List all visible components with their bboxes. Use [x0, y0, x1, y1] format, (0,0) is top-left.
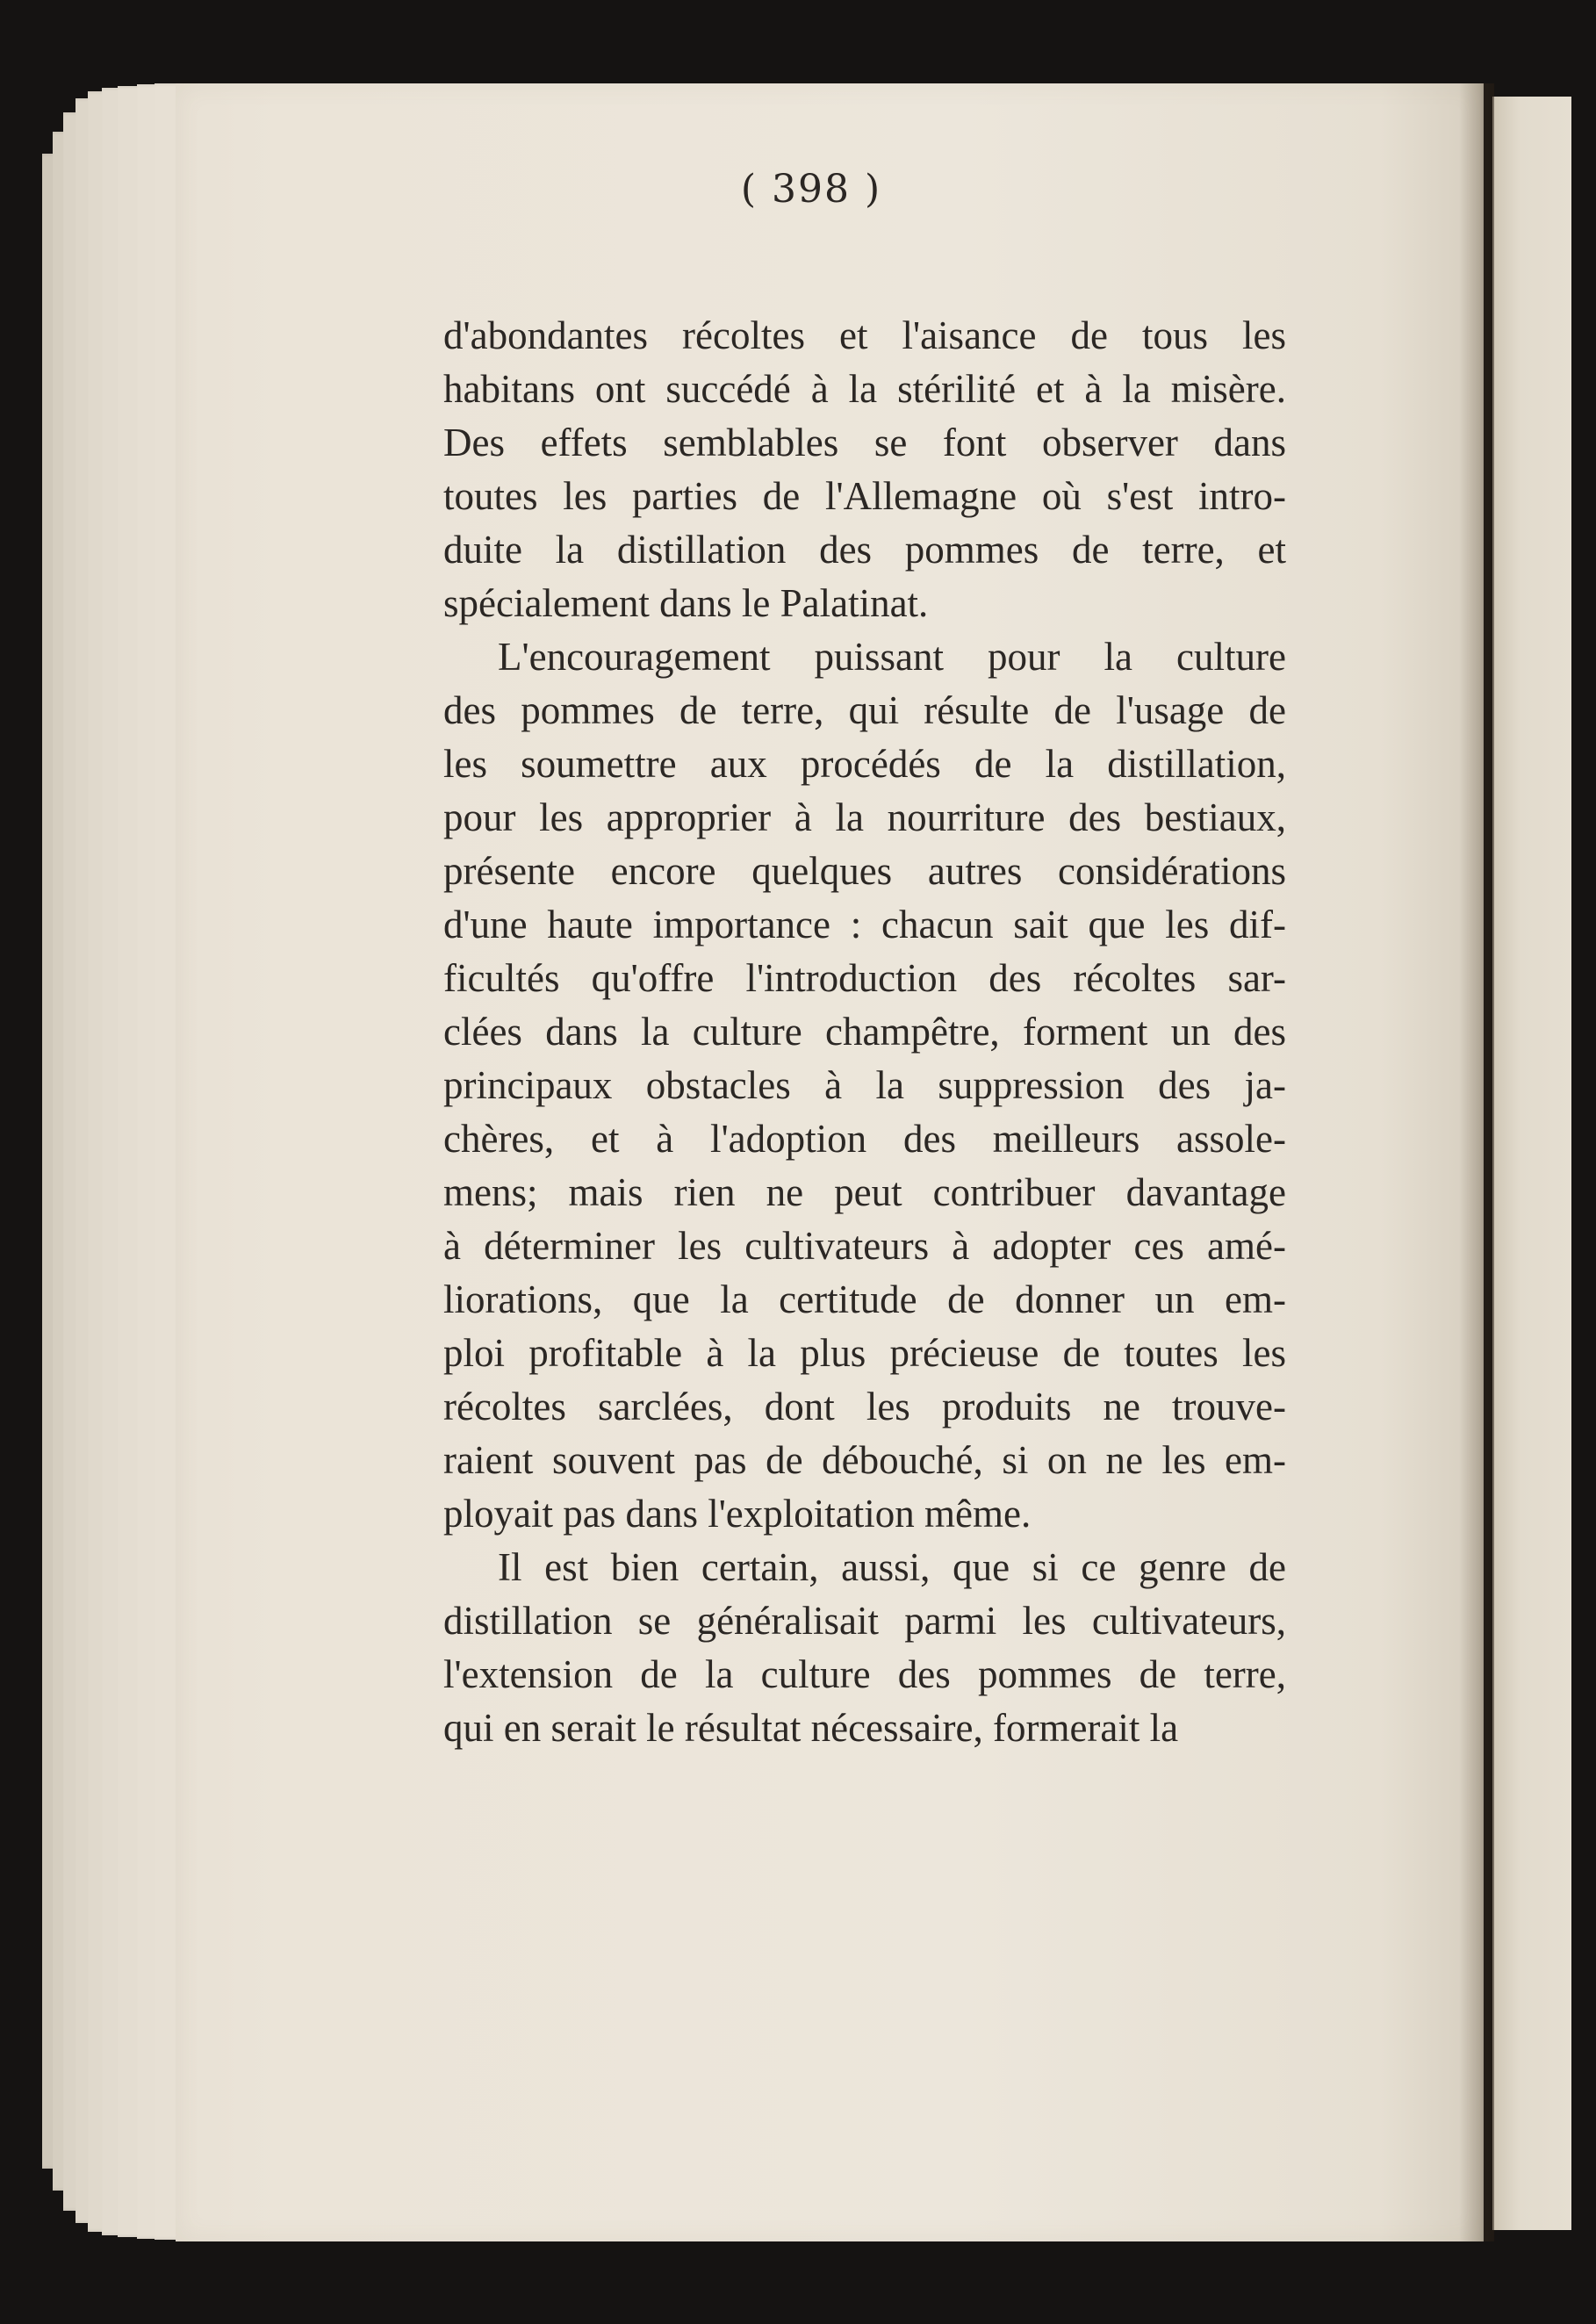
text-line: principaux obstacles à la suppression des ja- [443, 1063, 1286, 1107]
page-header [0, 167, 1596, 212]
text-line: mens; mais rien ne peut contribuer davantage [443, 1170, 1286, 1214]
text-line: pour les approprier à la nourriture des bestiaux, [443, 795, 1286, 839]
paragraph [443, 630, 1286, 1541]
page-number: ( 398 ) [740, 167, 882, 212]
text-line: à déterminer les cultivateurs à adopter ces amé- [443, 1224, 1286, 1268]
body-text [443, 309, 1286, 1755]
text-line: l'extension de la culture des pommes de terre, [443, 1652, 1286, 1696]
text-line: les soumettre aux procédés de la distillation, [443, 742, 1286, 786]
text-line: distillation se généralisait parmi les cultivateurs, [443, 1599, 1286, 1643]
text-line: ficultés qu'offre l'introduction des récoltes sar- [443, 956, 1286, 1000]
text-line: chères, et à l'adoption des meilleurs assole- [443, 1117, 1286, 1161]
text-line: Des effets semblables se font observer dans [443, 421, 1286, 464]
paragraph [443, 309, 1286, 630]
text-line: toutes les parties de l'Allemagne où s'est intro- [443, 474, 1286, 518]
text-line: d'abondantes récoltes et l'aisance de tous les [443, 313, 1286, 357]
text-line: des pommes de terre, qui résulte de l'usage de [443, 688, 1286, 732]
book-gutter [1459, 83, 1494, 2241]
text-line: habitans ont succédé à la stérilité et à la misère. [443, 367, 1286, 411]
text-line: présente encore quelques autres considérations [443, 849, 1286, 893]
text-line: ployait pas dans l'exploitation même. [443, 1492, 1032, 1536]
text-line: liorations, que la certitude de donner un em- [443, 1277, 1286, 1321]
text-line: spécialement dans le Palatinat. [443, 581, 929, 625]
text-line: clées dans la culture champêtre, forment un des [443, 1010, 1286, 1054]
text-line: récoltes sarclées, dont les produits ne trouve- [443, 1385, 1286, 1428]
text-line: raient souvent pas de débouché, si on ne les em- [443, 1438, 1286, 1482]
text-line: L'encouragement puissant pour la culture [498, 635, 1286, 679]
text-line: ploi profitable à la plus précieuse de toutes les [443, 1331, 1286, 1375]
text-line: duite la distillation des pommes de terre, et [443, 528, 1286, 572]
text-line: qui en serait le résultat nécessaire, formerait la [443, 1706, 1179, 1750]
text-line: d'une haute importance : chacun sait que les dif- [443, 903, 1286, 946]
paragraph [443, 1541, 1286, 1755]
facing-page-sliver [1492, 97, 1571, 2230]
text-line: Il est bien certain, aussi, que si ce genre de [498, 1545, 1286, 1589]
